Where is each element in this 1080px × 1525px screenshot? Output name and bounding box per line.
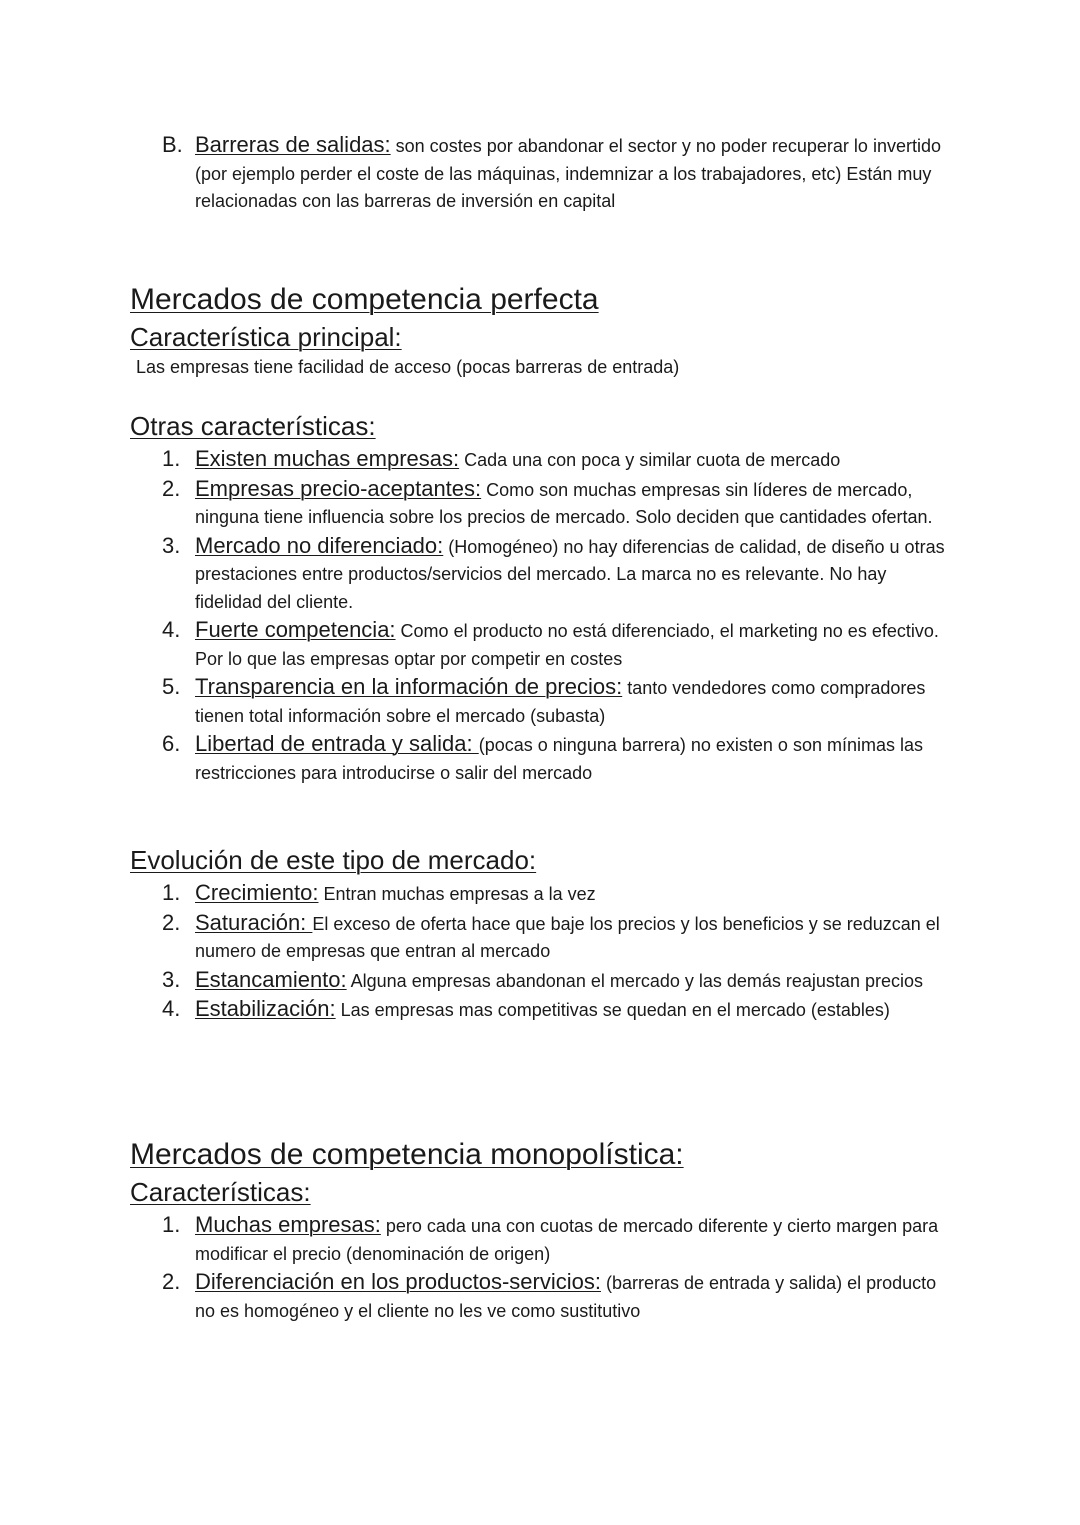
list-item	[130, 532, 950, 617]
section-title: Mercados de competencia perfecta	[130, 283, 599, 316]
evolucion-section	[130, 845, 950, 1025]
list-marker: 4.	[162, 996, 181, 1021]
barreras-list	[130, 131, 950, 216]
item-term: Estabilización:	[195, 996, 336, 1021]
item-term: Mercado no diferenciado:	[195, 532, 444, 558]
list-marker: 3.	[162, 532, 181, 558]
item-description: pero cada una con cuotas de mercado diferente y cierto margen para modificar el precio (denominación de origen)	[195, 1216, 939, 1264]
item-term: Existen muchas empresas:	[195, 446, 460, 471]
list-marker: 5.	[162, 674, 181, 699]
item-term: Saturación:	[195, 909, 313, 935]
item-description: Como el producto no está diferenciado, el marketing no es efectivo. Por lo que las empresas optar por competir en costes	[195, 621, 939, 669]
list-marker: 2.	[162, 1269, 181, 1294]
item-term: Muchas empresas:	[195, 1212, 381, 1237]
item-description: Entran muchas empresas a la vez	[318, 884, 596, 904]
list-marker: 6.	[162, 731, 181, 756]
otras-section	[130, 411, 950, 787]
item-description: (barreras de entrada y salida) el producto no es homogéneo y el cliente no les ve como sustitutivo	[195, 1273, 937, 1321]
list-marker: 1.	[162, 880, 181, 905]
item-description: Las empresas mas competitivas se quedan en el mercado (estables)	[335, 1000, 890, 1020]
item-description: Como son muchas empresas sin líderes de mercado, ninguna tiene influencia sobre los precios de mercado. Solo deciden que cantidades ofertan.	[195, 479, 933, 527]
item-description: son costes por abandonar el sector y no poder recuperar lo invertido (por ejemplo perder el coste de las máquinas, indemnizar a los trabajadores, etc) Están muy relacionadas con las barreras de inversión en capital	[195, 136, 941, 211]
item-term: Diferenciación en los productos-servicios:	[195, 1269, 601, 1294]
item-term: Libertad de entrada y salida:	[195, 731, 479, 756]
list-marker: B.	[162, 132, 183, 157]
list-item	[130, 909, 950, 966]
list-item	[130, 1211, 950, 1268]
list-marker: 1.	[162, 446, 181, 471]
list-item	[130, 995, 950, 1025]
list-marker: 1.	[162, 1212, 181, 1237]
item-description: Alguna empresas abandonan el mercado y las demás reajustan precios	[346, 970, 923, 991]
list-item	[130, 131, 950, 216]
list-marker: 4.	[162, 617, 181, 642]
item-description: El exceso de oferta hace que baje los precios y los beneficios y se reduzcan el numero de empresas que entran al mercado	[195, 913, 940, 961]
list-item	[130, 966, 950, 996]
evolucion-list	[130, 879, 950, 1025]
list-item	[130, 445, 950, 475]
principal-text: Las empresas tiene facilidad de acceso (pocas barreras de entrada)	[136, 357, 680, 377]
list-marker: 3.	[162, 966, 181, 992]
perfecta-section	[130, 283, 950, 381]
list-marker: 2.	[162, 909, 181, 935]
section-title: Mercados de competencia monopolística:	[130, 1138, 684, 1171]
item-term: Fuerte competencia:	[195, 617, 396, 642]
list-item	[130, 1268, 950, 1325]
caracteristicas-heading: Características:	[130, 1177, 311, 1207]
item-term: Barreras de salidas:	[195, 132, 391, 157]
item-term: Crecimiento:	[195, 880, 319, 905]
otras-heading: Otras características:	[130, 411, 376, 441]
item-description: (pocas o ninguna barrera) no existen o son mínimas las restricciones para introducirse o salir del mercado	[195, 735, 923, 783]
item-term: Estancamiento:	[195, 966, 347, 992]
evolucion-heading: Evolución de este tipo de mercado:	[130, 845, 537, 875]
list-item	[130, 616, 950, 673]
caracteristicas-list	[130, 1211, 950, 1325]
barreras-salida-section	[130, 131, 950, 216]
item-description: Cada una con poca y similar cuota de mercado	[459, 450, 841, 470]
item-term: Transparencia en la información de precios:	[195, 674, 623, 699]
item-description: (Homogéneo) no hay diferencias de calidad, de diseño u otras prestaciones entre productos/servicios del mercado. La marca no es relevante. No hay fidelidad del cliente.	[195, 536, 945, 612]
list-item	[130, 475, 950, 532]
item-description: tanto vendedores como compradores tienen total información sobre el mercado (subasta)	[195, 678, 926, 726]
list-marker: 2.	[162, 475, 181, 501]
principal-heading: Característica principal:	[130, 322, 402, 352]
monopolistica-section	[130, 1138, 950, 1325]
item-term: Empresas precio-aceptantes:	[195, 475, 482, 501]
list-item	[130, 730, 950, 787]
list-item	[130, 673, 950, 730]
list-item	[130, 879, 950, 909]
otras-list	[130, 445, 950, 787]
